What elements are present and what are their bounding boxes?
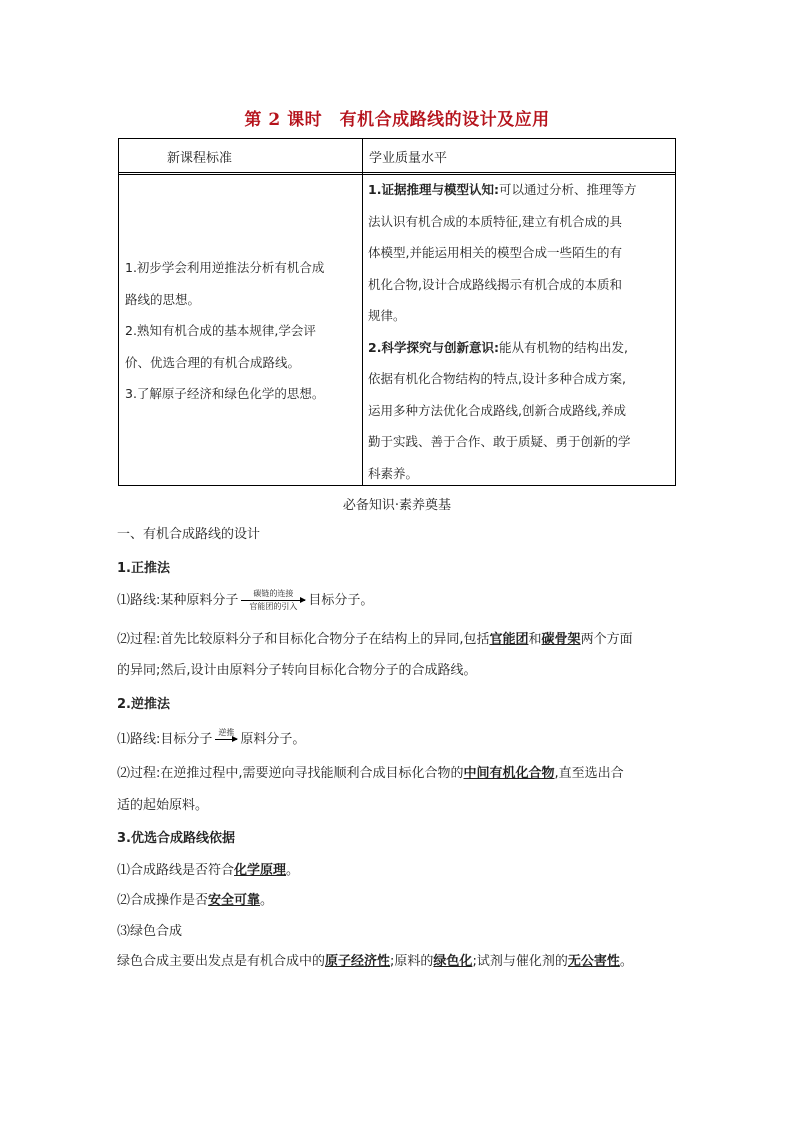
standards-line: 2.熟知有机合成的基本规律,学会评 [125,323,316,338]
standards-line: 3.了解原子经济和绿色化学的思想。 [125,386,325,401]
process-text: 和 [528,632,542,647]
route-text: 原料分子。 [240,732,306,747]
answer-intermediate: 中间有机化合物 [463,766,555,781]
green-text: 。 [619,954,633,969]
answer-harmless: 无公害性 [567,954,620,969]
lesson-title: 第 2 课时 有机合成路线的设计及应用 [244,110,550,130]
standards-line: 路线的思想。 [125,291,201,307]
forward-process-line-2: 的异同;然后,设计由原料分子转向目标化合物分子的合成路线。 [117,663,477,678]
reverse-route-line [117,728,305,747]
green-text: ;试剂与催化剂的 [472,954,568,969]
answer-chemical-principle: 化学原理 [234,863,287,878]
process-text: 两个方面 [580,632,633,647]
quality-text: 可以通过分析、推理等方 [498,182,637,197]
reverse-arrow [215,728,237,741]
process-text: ⑵过程:首先比较原料分子和目标化合物分子在结构上的异同,包括 [117,632,490,647]
part-heading: 一、有机合成路线的设计 [117,527,261,542]
item-text: ⑵合成操作是否 [117,893,209,908]
route-text: ⑴路线:目标分子 [117,732,213,747]
arrow-shaft [215,739,237,740]
arrow-label-bottom: 官能团的引入 [249,602,298,611]
quality-cell [368,174,671,489]
quality-heading-1: 1.证据推理与模型认知: [368,182,499,197]
process-text: ⑵过程:在逆推过程中,需要逆向寻找能顺利合成目标化合物的 [117,766,464,781]
quality-heading-2: 2.科学探究与创新意识: [368,339,499,355]
forward-route-line [117,589,373,612]
table-header-quality: 学业质量水平 [369,151,448,166]
table-header-standards: 新课程标准 [167,151,233,166]
reverse-process-line [117,762,624,781]
optimize-item-2 [117,889,273,908]
quality-line: 运用多种方法优化合成路线,创新合成路线,养成 [368,402,626,418]
green-text: ;原料的 [390,954,434,969]
optimize-heading: 3.优选合成路线依据 [117,831,235,846]
forward-process-line [117,628,633,647]
standards-line: 价、优选合理的有机合成路线。 [125,354,301,370]
quality-line: 科素养。 [368,465,419,481]
table-divider-vertical [362,139,363,485]
standards-table [118,138,676,486]
optimize-item-3: ⑶绿色合成 [117,924,183,939]
arrow-shaft [241,600,305,601]
route-text: ⑴路线:某种原料分子 [117,593,239,608]
standards-cell [125,252,357,410]
arrow-label-top: 逆推 [218,728,235,737]
quality-line: 法认识有机合成的本质特征,建立有机合成的具 [368,213,622,229]
item-text: 。 [286,863,300,878]
quality-line: 规律。 [368,308,406,323]
quality-line: 勤于实践、善于合作、敢于质疑、勇于创新的学 [368,434,631,449]
item-text: ⑴合成路线是否符合 [117,863,235,878]
route-text: 目标分子。 [308,593,374,608]
reaction-arrow [241,589,305,612]
reverse-process-line-2: 适的起始原料。 [117,798,209,813]
process-text: ,直至选出合 [554,766,624,781]
quality-line: 机化合物,设计合成路线揭示有机合成的本质和 [368,276,622,292]
green-synthesis-line [117,950,633,969]
table-divider-horizontal [119,172,675,173]
answer-carbon-skeleton: 碳骨架 [541,632,581,647]
quality-line [368,332,671,364]
green-text: 绿色合成主要出发点是有机合成中的 [117,954,326,969]
answer-atom-economy: 原子经济性 [325,954,391,969]
answer-greening: 绿色化 [433,954,473,969]
section-title: 必备知识·素养奠基 [342,498,452,513]
forward-method-heading: 1.正推法 [117,561,170,576]
quality-line: 依据有机化合物结构的特点,设计多种合成方案, [368,371,626,386]
quality-text: 能从有机物的结构出发, [498,339,628,355]
item-text: 。 [260,893,274,908]
quality-line: 体模型,并能运用相关的模型合成一些陌生的有 [368,245,622,260]
quality-line [368,174,671,206]
optimize-item-1 [117,859,299,878]
answer-safety: 安全可靠 [208,893,261,908]
answer-functional-group: 官能团 [489,632,529,647]
reverse-method-heading: 2.逆推法 [117,697,170,712]
standards-line: 1.初步学会利用逆推法分析有机合成 [125,260,325,275]
arrow-label-top: 碳链的连接 [253,589,294,598]
